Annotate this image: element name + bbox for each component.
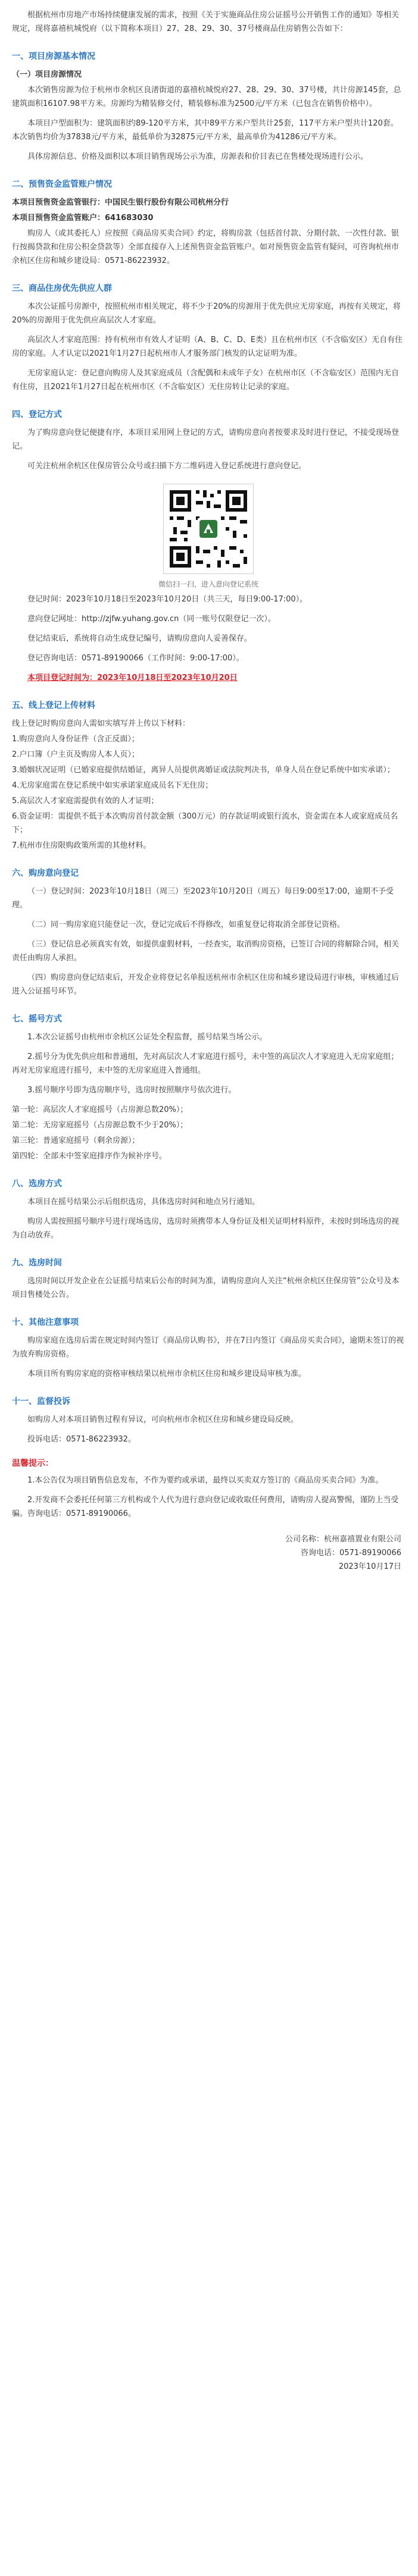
list-item: 第二轮：无房家庭摇号（占房源总数不少于20%）； bbox=[12, 1121, 188, 1130]
section-title: 一、项目房源基本情况 bbox=[12, 52, 95, 61]
section-paragraph: 如购房人对本项目销售过程有异议，可向杭州市余杭区住房和城乡建设局反映。 bbox=[27, 1415, 299, 1424]
section-paragraph: 购房家庭在选房后需在规定时间内签订《商品房认购书》，并在7日内签订《商品房买卖合同》，逾期未签订的视为放弃购房资格。 bbox=[12, 1336, 404, 1359]
registration-paragraph: 登记时间：2023年10月18日至2023年10月20日（共三天，每日9:00-17:00）。 bbox=[27, 595, 308, 604]
registration-highlight: 本项目登记时间为：2023年10月18日至2023年10月20日 bbox=[27, 673, 238, 682]
section-title: 六、购房意向登记 bbox=[12, 869, 79, 878]
section-paragraph: 本次销售房源为位于杭州市余杭区良渚街道的嘉禧杭城悦府27、28、29、30、37号楼，共计房源145套，总建筑面积16107.98平方米。房源均为精装修交付，精装修标准为2500元/平方米（已包含在销售价格中）。 bbox=[12, 86, 401, 108]
registration-paragraph: 登记咨询电话：0571-89190066（工作时间：9:00-17:00）。 bbox=[27, 654, 244, 663]
section-paragraph: 无房家庭认定：登记意向购房人及其家庭成员（含配偶和未成年子女）在杭州市区（不含临安区）范围内无自有住房，且2021年1月27日起在杭州市区（不含临安区）无住房转让记录的家庭。 bbox=[12, 369, 400, 391]
signature-company: 公司名称：杭州嘉禧置业有限公司 bbox=[285, 1535, 401, 1544]
section-paragraph: 本项目所有购房家庭的资格审核结果以杭州市余杭区住房和城乡建设局审核为准。 bbox=[27, 1370, 307, 1378]
section-11 bbox=[12, 1395, 405, 1446]
section-title: 十一、监督投诉 bbox=[12, 1397, 70, 1406]
qr-caption: 微信扫一扫，进入意向登记系统 bbox=[158, 580, 258, 588]
section-2 bbox=[12, 178, 405, 268]
registration-block bbox=[12, 593, 405, 685]
section-paragraph: （二）同一购房家庭只能登记一次，登记完成后不得修改，如重复登记将取消全部登记资格。 bbox=[27, 920, 345, 929]
section-10 bbox=[12, 1316, 405, 1381]
list-item: 2.户口簿（户主页及购房人本人页）； bbox=[12, 750, 139, 759]
section-paragraph: 投诉电话：0571-86223932。 bbox=[27, 1435, 136, 1444]
list-item: 4.无房家庭需在登记系统中如实承诺家庭成员名下无住房； bbox=[12, 781, 213, 790]
section-paragraph: 3.摇号顺序号即为选房顺序号，选房时按照顺序号依次进行。 bbox=[27, 1086, 236, 1095]
section-title: 七、摇号方式 bbox=[12, 1014, 62, 1024]
list-item: 第三轮：普通家庭摇号（剩余房源）； bbox=[12, 1136, 140, 1145]
section-title: 二、预售资金监管账户情况 bbox=[12, 180, 112, 189]
tips-block bbox=[12, 1457, 405, 1521]
section-title: 九、选房时间 bbox=[12, 1258, 62, 1268]
list-item: 6.资金证明：需提供不低于本次购房首付款金额（300万元）的存款证明或银行流水，资金需在本人或家庭成员名下； bbox=[12, 812, 398, 835]
section-3 bbox=[12, 282, 405, 394]
section-5 bbox=[12, 699, 405, 853]
list-item: 1.购房意向人身份证件（含正反面）； bbox=[12, 735, 139, 744]
signature-phone: 咨询电话：0571-89190066 bbox=[301, 1549, 401, 1557]
section-9 bbox=[12, 1256, 405, 1302]
section-paragraph: （一）项目房源情况 bbox=[12, 70, 82, 79]
section-4 bbox=[12, 408, 405, 473]
section-6 bbox=[12, 867, 405, 998]
signature-block bbox=[12, 1533, 405, 1574]
qr-code-icon[interactable] bbox=[163, 484, 254, 574]
section-title: 四、登记方式 bbox=[12, 410, 62, 419]
section-paragraph: 购房人（或其委托人）应按照《商品房买卖合同》约定，将购房款（包括首付款、分期付款、一次性付款、银行按揭贷款和住房公积金贷款等）全部直接存入上述预售资金监管账户。如对预售资金监管有疑问，可咨询杭州市余杭区住房和城乡建设局：0571-86223932。 bbox=[12, 229, 400, 265]
section-paragraph: （一）登记时间：2023年10月18日（周三）至2023年10月20日（周五）每日9:00至17:00，逾期不予受理。 bbox=[12, 887, 394, 910]
intro-paragraph: 根据杭州市房地产市场持续健康发展的需求，按照《关于实施商品住房公证摇号公开销售工作的通知》等相关规定，现将嘉禧杭城悦府（以下简称本项目）27、28、29、30、37号楼商品住房销售公告如下： bbox=[12, 11, 400, 33]
tip-item: 2.开发商不会委托任何第三方机构或个人代为进行意向登记或收取任何费用，请购房人提高警惕，谨防上当受骗。咨询电话：0571-89190066。 bbox=[12, 1496, 399, 1518]
section-paragraph: 1.本次公证摇号由杭州市余杭区公证处全程监督，摇号结果当场公示。 bbox=[27, 1033, 267, 1042]
registration-paragraph: 意向登记网址：http://zjfw.yuhang.gov.cn（同一账号仅限登记一次）。 bbox=[27, 615, 276, 623]
registration-paragraph: 登记结束后，系统将自动生成登记编号，请购房意向人妥善保存。 bbox=[27, 634, 252, 643]
section-paragraph: 购房人需按照摇号顺序号进行现场选房，选房时须携带本人身份证及相关证明材料原件，未按时到场选房的视为自动放弃。 bbox=[12, 1217, 400, 1240]
list-item: 线上登记时购房意向人需如实填写并上传以下材料： bbox=[12, 719, 191, 728]
tips-title: 温馨提示： bbox=[12, 1459, 54, 1468]
section-paragraph: 2.摇号分为优先供应组和普通组，先对高层次人才家庭进行摇号，未中签的高层次人才家庭进入无房家庭组；再对无房家庭进行摇号，未中签的无房家庭进入普通组。 bbox=[12, 1052, 399, 1075]
section-title: 三、商品住房优先供应人群 bbox=[12, 284, 112, 293]
supervision-bank: 本项目预售资金监管银行：中国民生银行股份有限公司杭州分行 bbox=[12, 198, 229, 207]
list-item: 3.婚姻状况证明（已婚家庭提供结婚证，离异人员提供离婚证或法院判决书，单身人员在登记系统中如实承诺）； bbox=[12, 766, 395, 775]
section-paragraph: 选房时间以开发企业在公证摇号结束后公布的时间为准，请购房意向人关注“杭州余杭区住保房管”公众号及本项目售楼处公告。 bbox=[12, 1277, 400, 1299]
section-8 bbox=[12, 1177, 405, 1242]
section-paragraph: 为了购房意向登记便捷有序，本项目采用网上登记的方式，请购房意向者按要求及时进行登记，不接受现场登记。 bbox=[12, 428, 400, 451]
section-title: 八、选房方式 bbox=[12, 1179, 62, 1189]
section-paragraph: 本次公证摇号房源中，按照杭州市相关规定，将不少于20%的房源用于优先供应无房家庭，再按有关规定，将20%的房源用于优先供应高层次人才家庭。 bbox=[12, 302, 401, 325]
section-title: 五、线上登记上传材料 bbox=[12, 701, 95, 710]
section-paragraph: （四）购房意向登记结束后，开发企业将登记名单报送杭州市余杭区住房和城乡建设局进行审核，审核通过后进入公证摇号环节。 bbox=[12, 973, 400, 996]
qr-code-block bbox=[12, 484, 405, 589]
section-title: 十、其他注意事项 bbox=[12, 1318, 79, 1327]
list-item: 5.高层次人才家庭需提供有效的人才证明； bbox=[12, 797, 159, 806]
section-paragraph: 高层次人才家庭范围：持有杭州市有效人才证明（A、B、C、D、E类）且在杭州市区（不含临安区）无自有住房的家庭。人才认定以2021年1月27日起杭州市人才服务部门核发的认定证明为准。 bbox=[12, 336, 403, 358]
section-7 bbox=[12, 1013, 405, 1163]
list-item: 7.杭州市住房限购政策所需的其他材料。 bbox=[12, 841, 151, 850]
section-paragraph: 本项目在摇号结果公示后组织选房，具体选房时间和地点另行通知。 bbox=[27, 1198, 260, 1206]
tip-item: 1.本公告仅为项目销售信息发布，不作为要约或承诺，最终以买卖双方签订的《商品房买卖合同》为准。 bbox=[27, 1476, 383, 1485]
supervision-account: 本项目预售资金监管账户：641683030 bbox=[12, 214, 154, 222]
section-1 bbox=[12, 50, 405, 164]
signature-date: 2023年10月17日 bbox=[338, 1562, 401, 1571]
section-paragraph: 具体房源信息、价格及面积以本项目销售现场公示为准，房源表和价目表已在售楼处现场进行公示。 bbox=[27, 152, 369, 161]
section-paragraph: （三）登记信息必须真实有效，如提供虚假材料，一经查实，取消购房资格，已签订合同的将解除合同，相关责任由购房人承担。 bbox=[12, 940, 400, 963]
section-paragraph: 可关注杭州余杭区住保房管公众号或扫描下方二维码进入登记系统进行意向登记。 bbox=[27, 462, 307, 471]
list-item: 第一轮：高层次人才家庭摇号（占房源总数20%）； bbox=[12, 1105, 188, 1114]
list-item: 第四轮：全部未中签家庭排序作为候补序号。 bbox=[12, 1152, 167, 1161]
section-paragraph: 本项目户型面积为：建筑面积约89-120平方米，其中89平方米户型共计25套，117平方米户型共计120套。本次销售均价为37838元/平方米，最低单价为32875元/平方米，最高单价为41286元/平方米。 bbox=[12, 119, 398, 142]
